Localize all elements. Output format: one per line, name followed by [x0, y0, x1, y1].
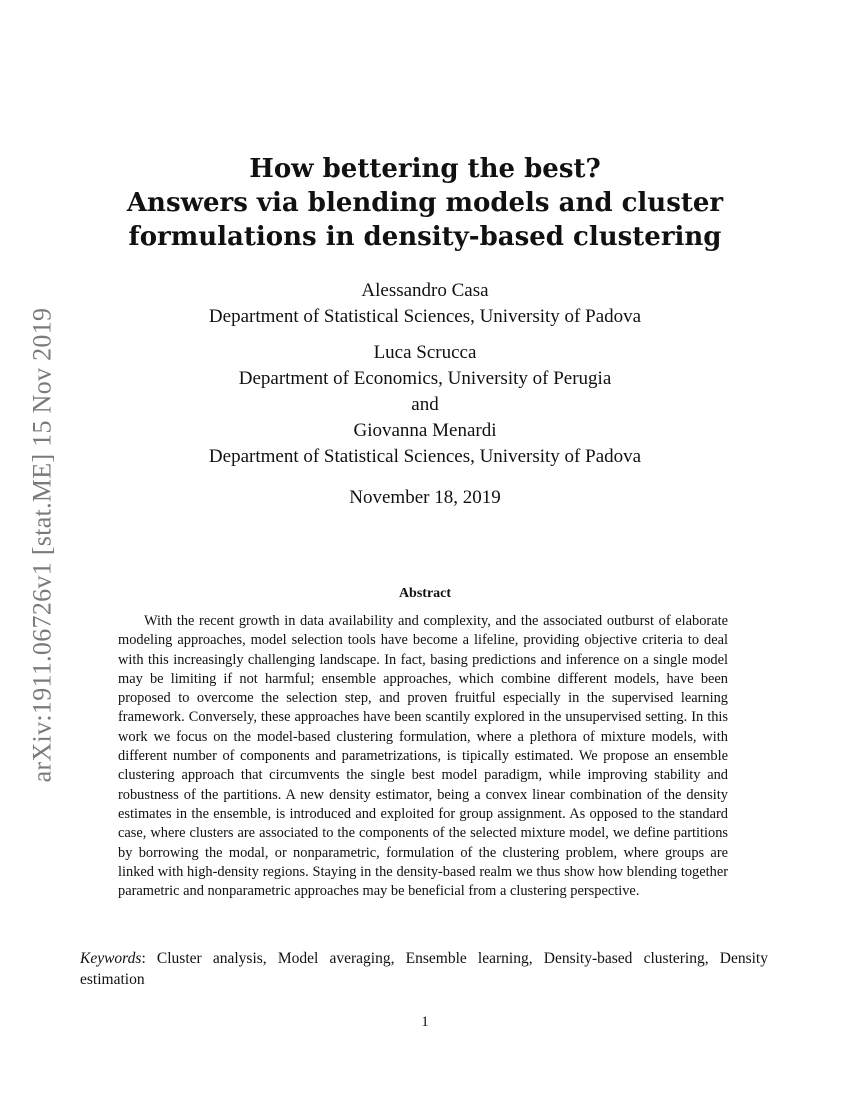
keywords-paragraph [80, 948, 768, 990]
author-name-casa: Alessandro Casa [361, 280, 489, 301]
author-name-scrucca: Luca Scrucca [373, 342, 477, 363]
abstract-heading: Abstract [398, 586, 452, 601]
author-separator: and [411, 394, 439, 415]
keywords-label: Keywords [80, 950, 142, 967]
arxiv-identifier-stamp [22, 285, 62, 805]
abstract-body: With the recent growth in data availability and complexity, and the associated outburst of elaborate modeling approaches, model selection tools have become a lifeline, providing objective criteria to deal with this increasingly challenging landscape. In fact, basing predictions and inference on a single model may be limiting if not harmful; ensemble approaches, which combine different models, have been proposed to overcome the selection step, and proven fruitful especially in the supervised learning framework. Conversely, these approaches have been scantily explored in the unsupervised setting. In this work we focus on the model-based clustering formulation, where a plethora of mixture models, with different number of components and parametrizations, is tipically estimated. We propose an ensemble clustering approach that circumvents the single best model paradigm, while improving stability and robustness of the partitions. A new density estimator, being a convex linear combination of the density estimates in the ensemble, is introduced and exploited for group assignment. As opposed to the standard case, where clusters are associated to the components of the selected mixture model, we define partitions by borrowing the modal, or nonparametric, formulation of the clustering problem, where groups are linked with high-density regions. Staying in the density-based realm we thus show how blending together parametric and nonparametric approaches may be beneficial from a clustering perspective. [118, 613, 728, 900]
paper-date: November 18, 2019 [349, 487, 501, 508]
author-affiliation-casa: Department of Statistical Sciences, University of Padova [208, 306, 642, 327]
title-line-1: How bettering the best? [249, 154, 601, 184]
author-block [100, 278, 750, 470]
paper-title [100, 152, 750, 254]
arxiv-identifier-text: arXiv:1911.06726v1 [stat.ME] 15 Nov 2019 [27, 307, 56, 783]
keywords-text: : Cluster analysis, Model averaging, Ensemble learning, Density-based clustering, Density estimation [80, 950, 768, 988]
author-affiliation-scrucca: Department of Economics, University of Perugia [238, 368, 612, 389]
author-name-menardi: Giovanna Menardi [353, 420, 497, 441]
page-number: 1 [421, 1014, 429, 1030]
title-line-2: Answers via blending models and cluster [126, 188, 724, 218]
title-line-3: formulations in density-based clustering [128, 222, 722, 252]
author-affiliation-menardi: Department of Statistical Sciences, University of Padova [208, 446, 642, 467]
